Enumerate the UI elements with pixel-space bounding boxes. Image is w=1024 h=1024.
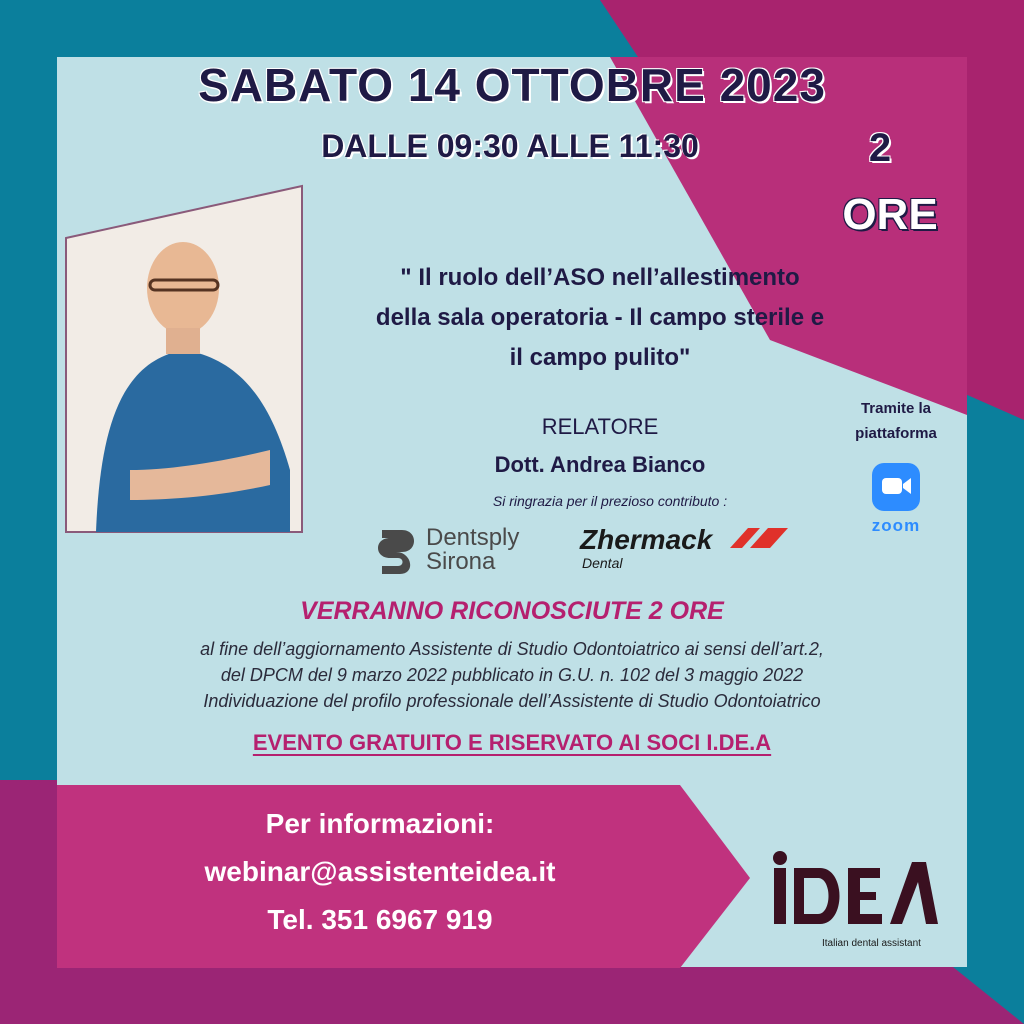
contact-phone[interactable]: Tel. 351 6967 919 <box>267 904 493 935</box>
platform-label <box>826 396 966 446</box>
event-note <box>130 730 894 756</box>
sirona-line: Sirona <box>426 548 496 575</box>
idea-tagline: Italian dental assistant <box>822 938 921 949</box>
zhermack-wordmark: Zhermack <box>580 524 713 555</box>
contact-block <box>140 800 620 944</box>
recognition-title: VERRANNO RICONOSCIUTE 2 ORE <box>300 597 724 625</box>
course-title <box>300 258 900 378</box>
course-title-line: " Il ruolo dell’ASO nell’allestimento <box>400 264 800 291</box>
recognition-line: del DPCM del 9 marzo 2022 pubblicato in G.U. n. 102 del 3 maggio 2022 <box>220 665 804 685</box>
zhermack-subtitle: Dental <box>582 555 623 571</box>
recognition-body <box>100 636 924 714</box>
event-note-text: EVENTO GRATUITO E RISERVATO AI SOCI I.DE.A <box>252 730 772 755</box>
course-title-line: della sala operatoria - Il campo sterile e <box>375 304 825 331</box>
hours-number: 2 <box>868 126 892 170</box>
event-time: DALLE 09:30 ALLE 11:30 <box>321 128 699 164</box>
speaker-role: RELATORE <box>541 414 659 439</box>
zoom-wordmark: zoom <box>871 516 921 535</box>
dentsply-line: Dentsply <box>426 524 520 551</box>
contact-heading: Per informazioni: <box>265 808 495 839</box>
hours-label: ORE <box>842 190 938 239</box>
zoom-video-icon <box>872 463 920 511</box>
speaker-photo <box>66 186 302 532</box>
platform-line: Tramite la <box>860 400 932 417</box>
contact-email[interactable]: webinar@assistenteidea.it <box>204 856 556 887</box>
platform-line: piattaforma <box>855 425 937 442</box>
sponsor-thanks: Si ringrazia per il prezioso contributo : <box>492 493 728 509</box>
recognition-line: al fine dell’aggiornamento Assistente di Studio Odontoiatrico ai sensi dell’art.2, <box>200 639 824 659</box>
dentsply-sirona-wordmark <box>426 526 519 574</box>
speaker-name: Dott. Andrea Bianco <box>494 452 706 477</box>
event-date: SABATO 14 OTTOBRE 2023 <box>198 59 826 111</box>
course-title-line: il campo pulito" <box>509 344 691 371</box>
recognition-line: Individuazione del profilo professionale dell’Assistente di Studio Odontoiatrico <box>203 691 821 711</box>
